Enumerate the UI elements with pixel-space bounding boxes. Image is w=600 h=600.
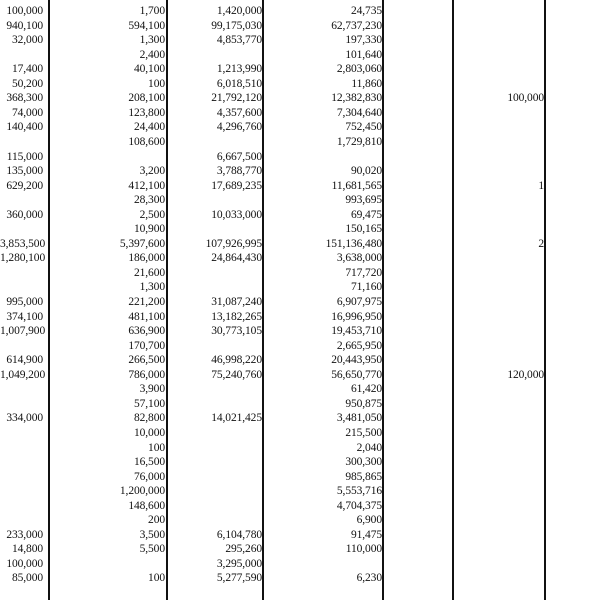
value-col-2-cell: 186,000 <box>128 252 165 265</box>
value-col-5-cell <box>470 251 544 265</box>
table-row <box>0 295 600 309</box>
table-row <box>0 353 600 367</box>
value-col-4-cell: 950,875 <box>345 397 382 410</box>
value-col-1-cell <box>0 441 43 455</box>
value-col-1-cell: 32,000 <box>11 34 43 47</box>
value-col-5-cell <box>470 411 544 425</box>
value-col-4-cell: 20,443,950 <box>331 354 382 367</box>
value-col-5-cell <box>470 426 544 440</box>
value-col-2-cell: 57,100 <box>133 397 165 410</box>
table-row <box>0 310 600 324</box>
value-col-1-cell: 140,400 <box>6 121 43 134</box>
value-col-1-cell: 3,853,500 <box>0 237 46 250</box>
value-col-4-cell: 71,160 <box>350 281 382 294</box>
value-col-1-cell: 100,000 <box>6 5 43 17</box>
value-col-2-cell: 3,200 <box>139 165 165 178</box>
value-col-1-cell <box>0 455 43 469</box>
table-row <box>0 164 600 178</box>
value-col-3-cell <box>170 441 262 455</box>
table-row <box>0 179 600 193</box>
value-col-5-cell <box>470 280 544 294</box>
table-row <box>0 441 600 455</box>
table-row <box>0 470 600 484</box>
value-col-5-cell: 100,000 <box>507 92 544 105</box>
value-col-5-cell <box>470 222 544 236</box>
value-col-1-cell <box>0 193 43 207</box>
value-col-2-cell: 1,700 <box>139 5 165 17</box>
value-col-3-cell <box>170 193 262 207</box>
value-col-4-cell: 752,450 <box>345 121 382 134</box>
value-col-2-cell <box>60 150 165 164</box>
value-col-1-cell: 1,007,900 <box>0 325 46 338</box>
value-col-1-cell: 14,800 <box>11 543 43 556</box>
value-col-2-cell: 221,200 <box>128 296 165 308</box>
value-col-3-cell <box>170 484 262 498</box>
value-col-4-cell: 1,729,810 <box>336 135 382 148</box>
table-row <box>0 266 600 280</box>
value-col-1-cell <box>0 470 43 484</box>
value-col-2-cell: 1,300 <box>139 281 165 294</box>
value-col-1-cell <box>0 222 43 236</box>
value-col-3-cell <box>170 455 262 469</box>
value-col-5-cell <box>470 397 544 411</box>
value-col-2-cell: 412,100 <box>128 179 165 192</box>
value-col-5-cell <box>470 513 544 527</box>
table-row <box>0 397 600 411</box>
table-row <box>0 106 600 120</box>
table-row <box>0 4 600 18</box>
value-col-4-cell: 110,000 <box>345 543 382 556</box>
value-col-1-cell <box>0 382 43 396</box>
value-col-4-cell: 7,304,640 <box>336 106 382 119</box>
value-col-3-cell <box>170 339 262 353</box>
table-row <box>0 382 600 396</box>
value-col-4-cell: 16,996,950 <box>331 310 382 323</box>
value-col-5-cell <box>470 470 544 484</box>
value-col-2-cell: 594,100 <box>128 19 165 32</box>
value-col-4-cell: 69,475 <box>350 208 382 221</box>
value-col-3-cell: 14,021,425 <box>211 412 262 425</box>
value-col-3-cell: 17,689,235 <box>211 179 262 192</box>
value-col-5-cell <box>470 382 544 396</box>
value-col-3-cell: 4,357,600 <box>216 106 262 119</box>
value-col-5-cell <box>470 441 544 455</box>
table-row <box>0 557 600 571</box>
value-col-3-cell <box>170 222 262 236</box>
value-col-3-cell: 4,853,770 <box>216 34 262 47</box>
value-col-2-cell: 786,000 <box>128 368 165 381</box>
value-col-5-cell: 2 <box>538 237 544 250</box>
value-col-4-cell: 101,640 <box>345 48 382 61</box>
value-col-4-cell: 197,330 <box>345 34 382 47</box>
value-col-1-cell: 940,100 <box>6 19 43 32</box>
value-col-3-cell <box>170 397 262 411</box>
value-col-4-cell: 993,695 <box>345 194 382 207</box>
table-row <box>0 324 600 338</box>
value-col-5-cell <box>470 266 544 280</box>
table-row <box>0 484 600 498</box>
value-col-3-cell <box>170 135 262 149</box>
value-col-5-cell <box>470 295 544 309</box>
value-col-2-cell: 3,500 <box>139 528 165 541</box>
value-col-1-cell <box>0 266 43 280</box>
value-col-2-cell: 40,100 <box>133 63 165 76</box>
value-col-4-cell: 91,475 <box>350 528 382 541</box>
table-row <box>0 193 600 207</box>
value-col-2-cell: 100 <box>148 441 165 454</box>
value-col-5-cell <box>470 208 544 222</box>
value-col-4-cell: 12,382,830 <box>331 92 382 105</box>
value-col-3-cell: 10,033,000 <box>211 208 262 221</box>
value-col-5-cell <box>470 324 544 338</box>
value-col-3-cell: 13,182,265 <box>211 310 262 323</box>
value-col-4-cell: 3,481,050 <box>336 412 382 425</box>
table-row <box>0 426 600 440</box>
table-row <box>0 528 600 542</box>
value-col-5-cell <box>470 62 544 76</box>
value-col-3-cell: 31,087,240 <box>211 296 262 308</box>
value-col-5-cell <box>470 339 544 353</box>
value-col-1-cell: 100,000 <box>6 557 43 570</box>
value-col-3-cell: 3,788,770 <box>216 165 262 178</box>
value-col-5-cell <box>470 106 544 120</box>
value-col-3-cell <box>170 382 262 396</box>
value-col-2-cell: 5,397,600 <box>119 237 165 250</box>
value-col-2-cell: 123,800 <box>128 106 165 119</box>
value-col-4-cell: 2,040 <box>356 441 382 454</box>
value-col-4-cell: 5,553,716 <box>336 485 382 498</box>
value-col-5-cell <box>470 353 544 367</box>
table-row <box>0 513 600 527</box>
value-col-5-cell <box>470 48 544 62</box>
value-col-5-cell <box>470 164 544 178</box>
value-col-4-cell <box>266 557 382 571</box>
value-col-2-cell: 100 <box>148 572 165 585</box>
value-col-2-cell: 108,600 <box>128 135 165 148</box>
value-col-1-cell: 85,000 <box>11 572 43 585</box>
value-col-4-cell: 24,735 <box>350 5 382 17</box>
value-col-1-cell <box>0 280 43 294</box>
value-col-1-cell <box>0 426 43 440</box>
value-col-2-cell: 636,900 <box>128 325 165 338</box>
value-col-2-cell: 1,300 <box>139 34 165 47</box>
value-col-2-cell: 24,400 <box>133 121 165 134</box>
value-col-1-cell <box>0 513 43 527</box>
value-col-1-cell: 115,000 <box>6 150 43 163</box>
value-col-1-cell: 374,100 <box>6 310 43 323</box>
value-col-5-cell <box>470 528 544 542</box>
table-row <box>0 135 600 149</box>
value-col-2-cell: 100 <box>148 77 165 90</box>
value-col-4-cell: 2,803,060 <box>336 63 382 76</box>
value-col-2-cell: 21,600 <box>133 266 165 279</box>
value-col-3-cell: 1,420,000 <box>216 5 262 17</box>
table-row <box>0 368 600 382</box>
value-col-2-cell: 28,300 <box>133 194 165 207</box>
table-row <box>0 571 600 585</box>
value-col-3-cell <box>170 499 262 513</box>
table-row <box>0 499 600 513</box>
table-row <box>0 542 600 556</box>
value-col-4-cell: 4,704,375 <box>336 499 382 512</box>
table-row <box>0 120 600 134</box>
value-col-3-cell: 1,213,990 <box>216 63 262 76</box>
value-col-1-cell: 614,900 <box>6 354 43 367</box>
table-row <box>0 411 600 425</box>
value-col-3-cell: 6,104,780 <box>216 528 262 541</box>
table-row <box>0 237 600 251</box>
value-col-4-cell: 2,665,950 <box>336 339 382 352</box>
value-col-1-cell: 334,000 <box>6 412 43 425</box>
value-col-4-cell: 56,650,770 <box>331 368 382 381</box>
value-col-2-cell: 76,000 <box>133 470 165 483</box>
value-col-2-cell: 481,100 <box>128 310 165 323</box>
value-col-2-cell: 82,800 <box>133 412 165 425</box>
value-col-3-cell: 46,998,220 <box>211 354 262 367</box>
value-col-4-cell: 62,737,230 <box>331 19 382 32</box>
value-col-1-cell: 1,049,200 <box>0 368 46 381</box>
value-col-1-cell <box>0 484 43 498</box>
value-col-5-cell <box>470 499 544 513</box>
value-col-2-cell: 1,200,000 <box>119 485 165 498</box>
value-col-5-cell <box>470 150 544 164</box>
value-col-3-cell: 295,260 <box>225 543 262 556</box>
value-col-3-cell <box>170 266 262 280</box>
value-col-4-cell: 150,165 <box>345 223 382 236</box>
table-row <box>0 251 600 265</box>
value-col-4-cell: 19,453,710 <box>331 325 382 338</box>
value-col-5-cell <box>470 135 544 149</box>
value-col-3-cell: 107,926,995 <box>205 237 262 250</box>
table-row <box>0 455 600 469</box>
value-col-2-cell: 2,400 <box>139 48 165 61</box>
table-row <box>0 280 600 294</box>
value-col-3-cell: 30,773,105 <box>211 325 262 338</box>
value-col-1-cell: 1,280,100 <box>0 252 46 265</box>
value-col-5-cell <box>470 77 544 91</box>
value-col-5-cell <box>470 455 544 469</box>
value-col-1-cell <box>0 48 43 62</box>
table-row <box>0 48 600 62</box>
value-col-2-cell: 148,600 <box>128 499 165 512</box>
table-row <box>0 222 600 236</box>
value-col-1-cell: 629,200 <box>6 179 43 192</box>
value-col-1-cell <box>0 397 43 411</box>
value-col-3-cell: 75,240,760 <box>211 368 262 381</box>
value-col-3-cell: 3,295,000 <box>216 557 262 570</box>
value-col-5-cell <box>470 19 544 33</box>
value-col-4-cell: 717,720 <box>345 266 382 279</box>
value-col-2-cell: 208,100 <box>128 92 165 105</box>
table-row <box>0 91 600 105</box>
value-col-1-cell: 360,000 <box>6 208 43 221</box>
table-row <box>0 33 600 47</box>
value-col-5-cell <box>470 193 544 207</box>
value-col-3-cell: 99,175,030 <box>211 19 262 32</box>
value-col-1-cell: 995,000 <box>6 296 43 308</box>
value-col-1-cell <box>0 135 43 149</box>
value-col-4-cell: 3,638,000 <box>336 252 382 265</box>
value-col-2-cell: 10,000 <box>133 426 165 439</box>
value-col-4-cell: 11,860 <box>351 77 382 90</box>
value-col-2-cell: 2,500 <box>139 208 165 221</box>
table-row <box>0 339 600 353</box>
value-col-1-cell: 17,400 <box>11 63 43 76</box>
value-col-3-cell <box>170 513 262 527</box>
value-col-5-cell <box>470 557 544 571</box>
value-col-2-cell: 5,500 <box>139 543 165 556</box>
value-col-3-cell: 4,296,760 <box>216 121 262 134</box>
value-col-2-cell: 3,900 <box>139 383 165 396</box>
value-col-5-cell: 1 <box>538 179 544 192</box>
value-col-4-cell: 6,900 <box>356 514 382 527</box>
value-col-4-cell: 11,681,565 <box>331 179 382 192</box>
table-row <box>0 77 600 91</box>
value-col-5-cell <box>470 571 544 585</box>
value-col-1-cell: 368,300 <box>6 92 43 105</box>
table-row <box>0 19 600 33</box>
value-col-4-cell: 300,300 <box>345 456 382 469</box>
table-row <box>0 150 600 164</box>
value-col-3-cell: 5,277,590 <box>216 572 262 585</box>
value-col-2-cell <box>60 557 165 571</box>
value-col-5-cell <box>470 542 544 556</box>
value-col-4-cell: 985,865 <box>345 470 382 483</box>
value-col-3-cell <box>170 280 262 294</box>
value-col-2-cell: 170,700 <box>128 339 165 352</box>
value-col-3-cell: 24,864,430 <box>211 252 262 265</box>
value-col-4-cell: 6,230 <box>356 572 382 585</box>
value-col-3-cell: 21,792,120 <box>211 92 262 105</box>
value-col-4-cell: 61,420 <box>350 383 382 396</box>
value-col-2-cell: 200 <box>148 514 165 527</box>
value-col-3-cell <box>170 426 262 440</box>
value-col-2-cell: 266,500 <box>128 354 165 367</box>
value-col-3-cell: 6,667,500 <box>216 150 262 163</box>
table-row <box>0 208 600 222</box>
value-col-1-cell: 135,000 <box>6 165 43 178</box>
value-col-1-cell: 50,200 <box>11 77 43 90</box>
value-col-5-cell <box>470 33 544 47</box>
value-col-3-cell <box>170 48 262 62</box>
value-col-3-cell <box>170 470 262 484</box>
value-col-2-cell: 10,900 <box>133 223 165 236</box>
value-col-5-cell <box>470 4 544 18</box>
value-col-1-cell: 233,000 <box>6 528 43 541</box>
value-col-4-cell: 6,907,975 <box>336 296 382 308</box>
value-col-4-cell: 90,020 <box>350 165 382 178</box>
value-col-5-cell <box>470 120 544 134</box>
table-row <box>0 62 600 76</box>
value-col-5-cell <box>470 484 544 498</box>
value-col-4-cell: 151,136,480 <box>325 237 382 250</box>
value-col-2-cell: 16,500 <box>133 456 165 469</box>
value-col-3-cell: 6,018,510 <box>216 77 262 90</box>
value-col-1-cell: 74,000 <box>11 106 43 119</box>
value-col-1-cell <box>0 499 43 513</box>
value-col-5-cell: 120,000 <box>507 368 544 381</box>
value-col-5-cell <box>470 310 544 324</box>
value-col-1-cell <box>0 339 43 353</box>
value-col-4-cell <box>266 150 382 164</box>
value-col-4-cell: 215,500 <box>345 426 382 439</box>
